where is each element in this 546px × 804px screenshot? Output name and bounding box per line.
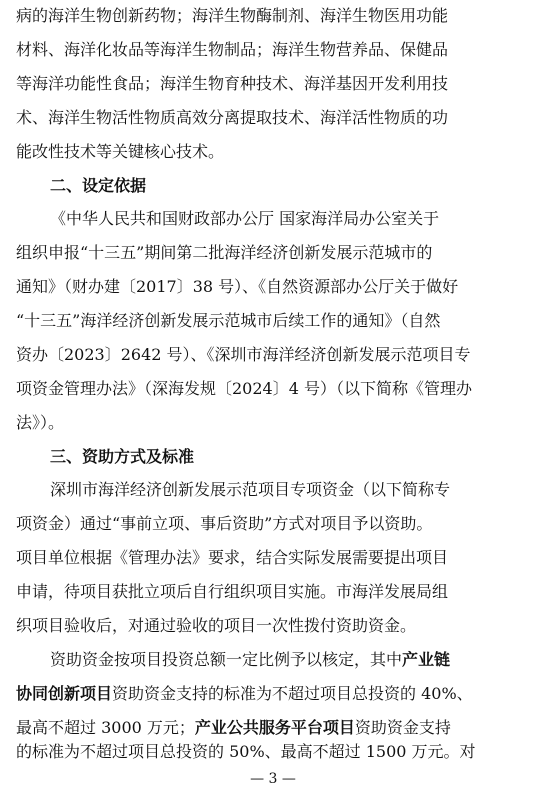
paragraph-line: 资办〔2023〕2642 号）、《深圳市海洋经济创新发展示范项目专 [16,345,471,364]
text-run: 资助资金按项目投资总额一定比例予以核定，其中 [50,650,403,669]
paragraph-line: 等海洋功能性食品；海洋生物育种技术、海洋基因开发利用技 [16,74,449,93]
bold-term: 协同创新项目 [16,684,113,703]
paragraph-line: 法》）。 [16,413,65,432]
paragraph-line [16,718,451,738]
text-run: 资助资金支持 [354,718,451,737]
paragraph-line: 申请，待项目获批立项后自行组织项目实施。市海洋发展局组 [16,582,449,601]
paragraph-line: 织项目验收后，对通过验收的项目一次性拨付资助资金。 [16,616,417,635]
paragraph-line [16,684,473,704]
section-heading: 二、设定依据 [50,176,147,195]
paragraph-line: 材料、海洋化妆品等海洋生物制品；海洋生物营养品、保健品 [16,40,449,59]
paragraph-line: 《中华人民共和国财政部办公厅 国家海洋局办公室关于 [50,209,440,228]
text-run: 最高不超过 3000 万元； [16,718,195,737]
text-run: 资助资金支持的标准为不超过项目总投资的 40%、 [112,684,473,703]
paragraph-line: 深圳市海洋经济创新发展示范项目专项资金（以下简称专 [50,480,451,499]
paragraph-line: 组织申报“十三五”期间第二批海洋经济创新发展示范城市的 [16,243,433,262]
paragraph-line: 项资金）通过“事前立项、事后资助”方式对项目予以资助。 [16,514,433,533]
paragraph-line: 的标准为不超过项目总投资的 50%、最高不超过 1500 万元。对 [16,742,476,761]
paragraph-line [50,650,450,670]
bold-term: 产业链 [402,650,451,669]
paragraph-line: “十三五”海洋经济创新发展示范城市后续工作的通知》（自然 [16,311,441,330]
paragraph-line: 通知》（财办建〔2017〕38 号）、《自然资源部办公厅关于做好 [16,277,459,296]
page-number: — 3 — [250,771,296,787]
bold-term: 产业公共服务平台项目 [194,718,355,737]
paragraph-line: 项资金管理办法》（深海发规〔2024〕4 号）（以下简称《管理办 [16,379,472,398]
paragraph-line: 术、海洋生物活性物质高效分离提取技术、海洋活性物质的功 [16,108,449,127]
paragraph-line: 能改性技术等关键核心技术。 [16,142,225,161]
section-heading: 三、资助方式及标准 [50,447,195,466]
paragraph-line: 项目单位根据《管理办法》要求，结合实际发展需要提出项目 [16,548,449,567]
paragraph-line: 病的海洋生物创新药物；海洋生物酶制剂、海洋生物医用功能 [16,6,449,25]
